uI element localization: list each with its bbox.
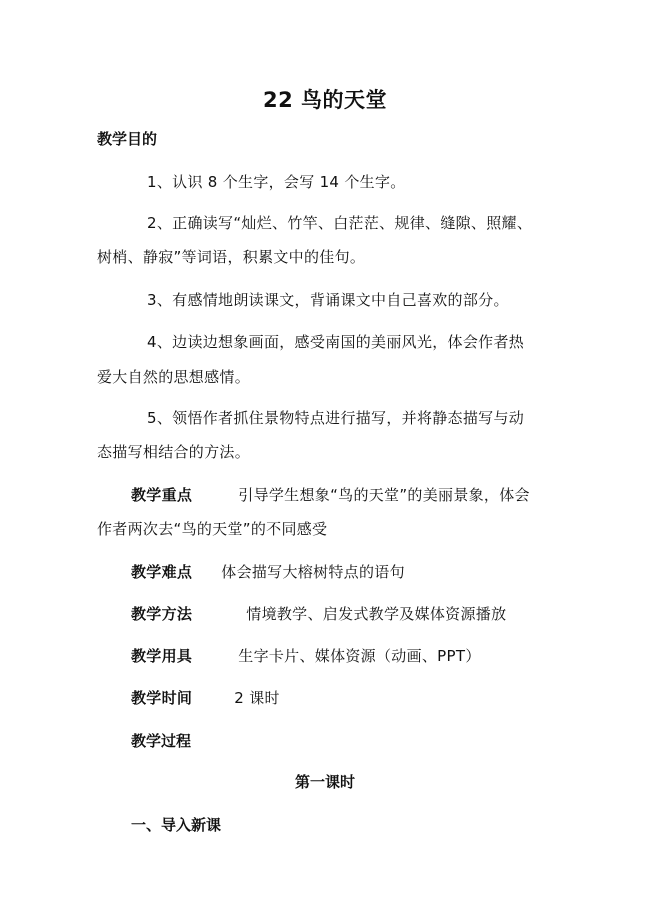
process-heading: 教学过程 bbox=[131, 732, 192, 750]
tools-label: 教学用具 bbox=[131, 647, 193, 665]
objective-item-4-line-1: 4、边读边想象画面，感受南国的美丽风光，体会作者热 bbox=[147, 333, 525, 351]
time-row bbox=[131, 687, 280, 708]
time-label: 教学时间 bbox=[131, 689, 193, 707]
lesson-1-heading: 第一课时 bbox=[294, 773, 355, 791]
objective-item-2-line-2: 树梢、静寂”等词语，积累文中的佳句。 bbox=[97, 248, 366, 266]
difficulty-value: 体会描写大榕树特点的语句 bbox=[221, 563, 405, 581]
method-value: 情境教学、启发式教学及媒体资源播放 bbox=[246, 605, 507, 623]
method-row bbox=[131, 603, 506, 624]
tools-value: 生字卡片、媒体资源（动画、PPT） bbox=[238, 647, 481, 665]
objective-item-2-line-1: 2、正确读写“灿烂、竹竿、白茫茫、规律、缝隙、照耀、 bbox=[147, 214, 533, 232]
page-title: 22 鸟的天堂 bbox=[262, 88, 388, 112]
objective-item-5-line-2: 态描写相结合的方法。 bbox=[97, 443, 251, 461]
key-points-value-line-2: 作者两次去“鸟的天堂”的不同感受 bbox=[97, 520, 328, 538]
key-points-row bbox=[131, 484, 530, 505]
section-1-heading: 一、导入新课 bbox=[131, 816, 222, 834]
objective-item-5-line-1: 5、领悟作者抓住景物特点进行描写，并将静态描写与动 bbox=[147, 409, 525, 427]
method-label: 教学方法 bbox=[131, 605, 193, 623]
objectives-heading: 教学目的 bbox=[97, 130, 158, 148]
difficulty-label: 教学难点 bbox=[131, 563, 193, 581]
time-value: 2 课时 bbox=[234, 689, 280, 707]
objective-item-1: 1、认识 8 个生字，会写 14 个生字。 bbox=[147, 173, 406, 191]
objective-item-3: 3、有感情地朗读课文，背诵课文中自己喜欢的部分。 bbox=[147, 291, 509, 309]
objective-item-4-line-2: 爱大自然的思想感情。 bbox=[97, 368, 251, 386]
key-points-label: 教学重点 bbox=[131, 486, 193, 504]
tools-row bbox=[131, 645, 481, 666]
key-points-value-line-1: 引导学生想象“鸟的天堂”的美丽景象，体会 bbox=[238, 486, 530, 504]
difficulty-row bbox=[131, 561, 405, 582]
